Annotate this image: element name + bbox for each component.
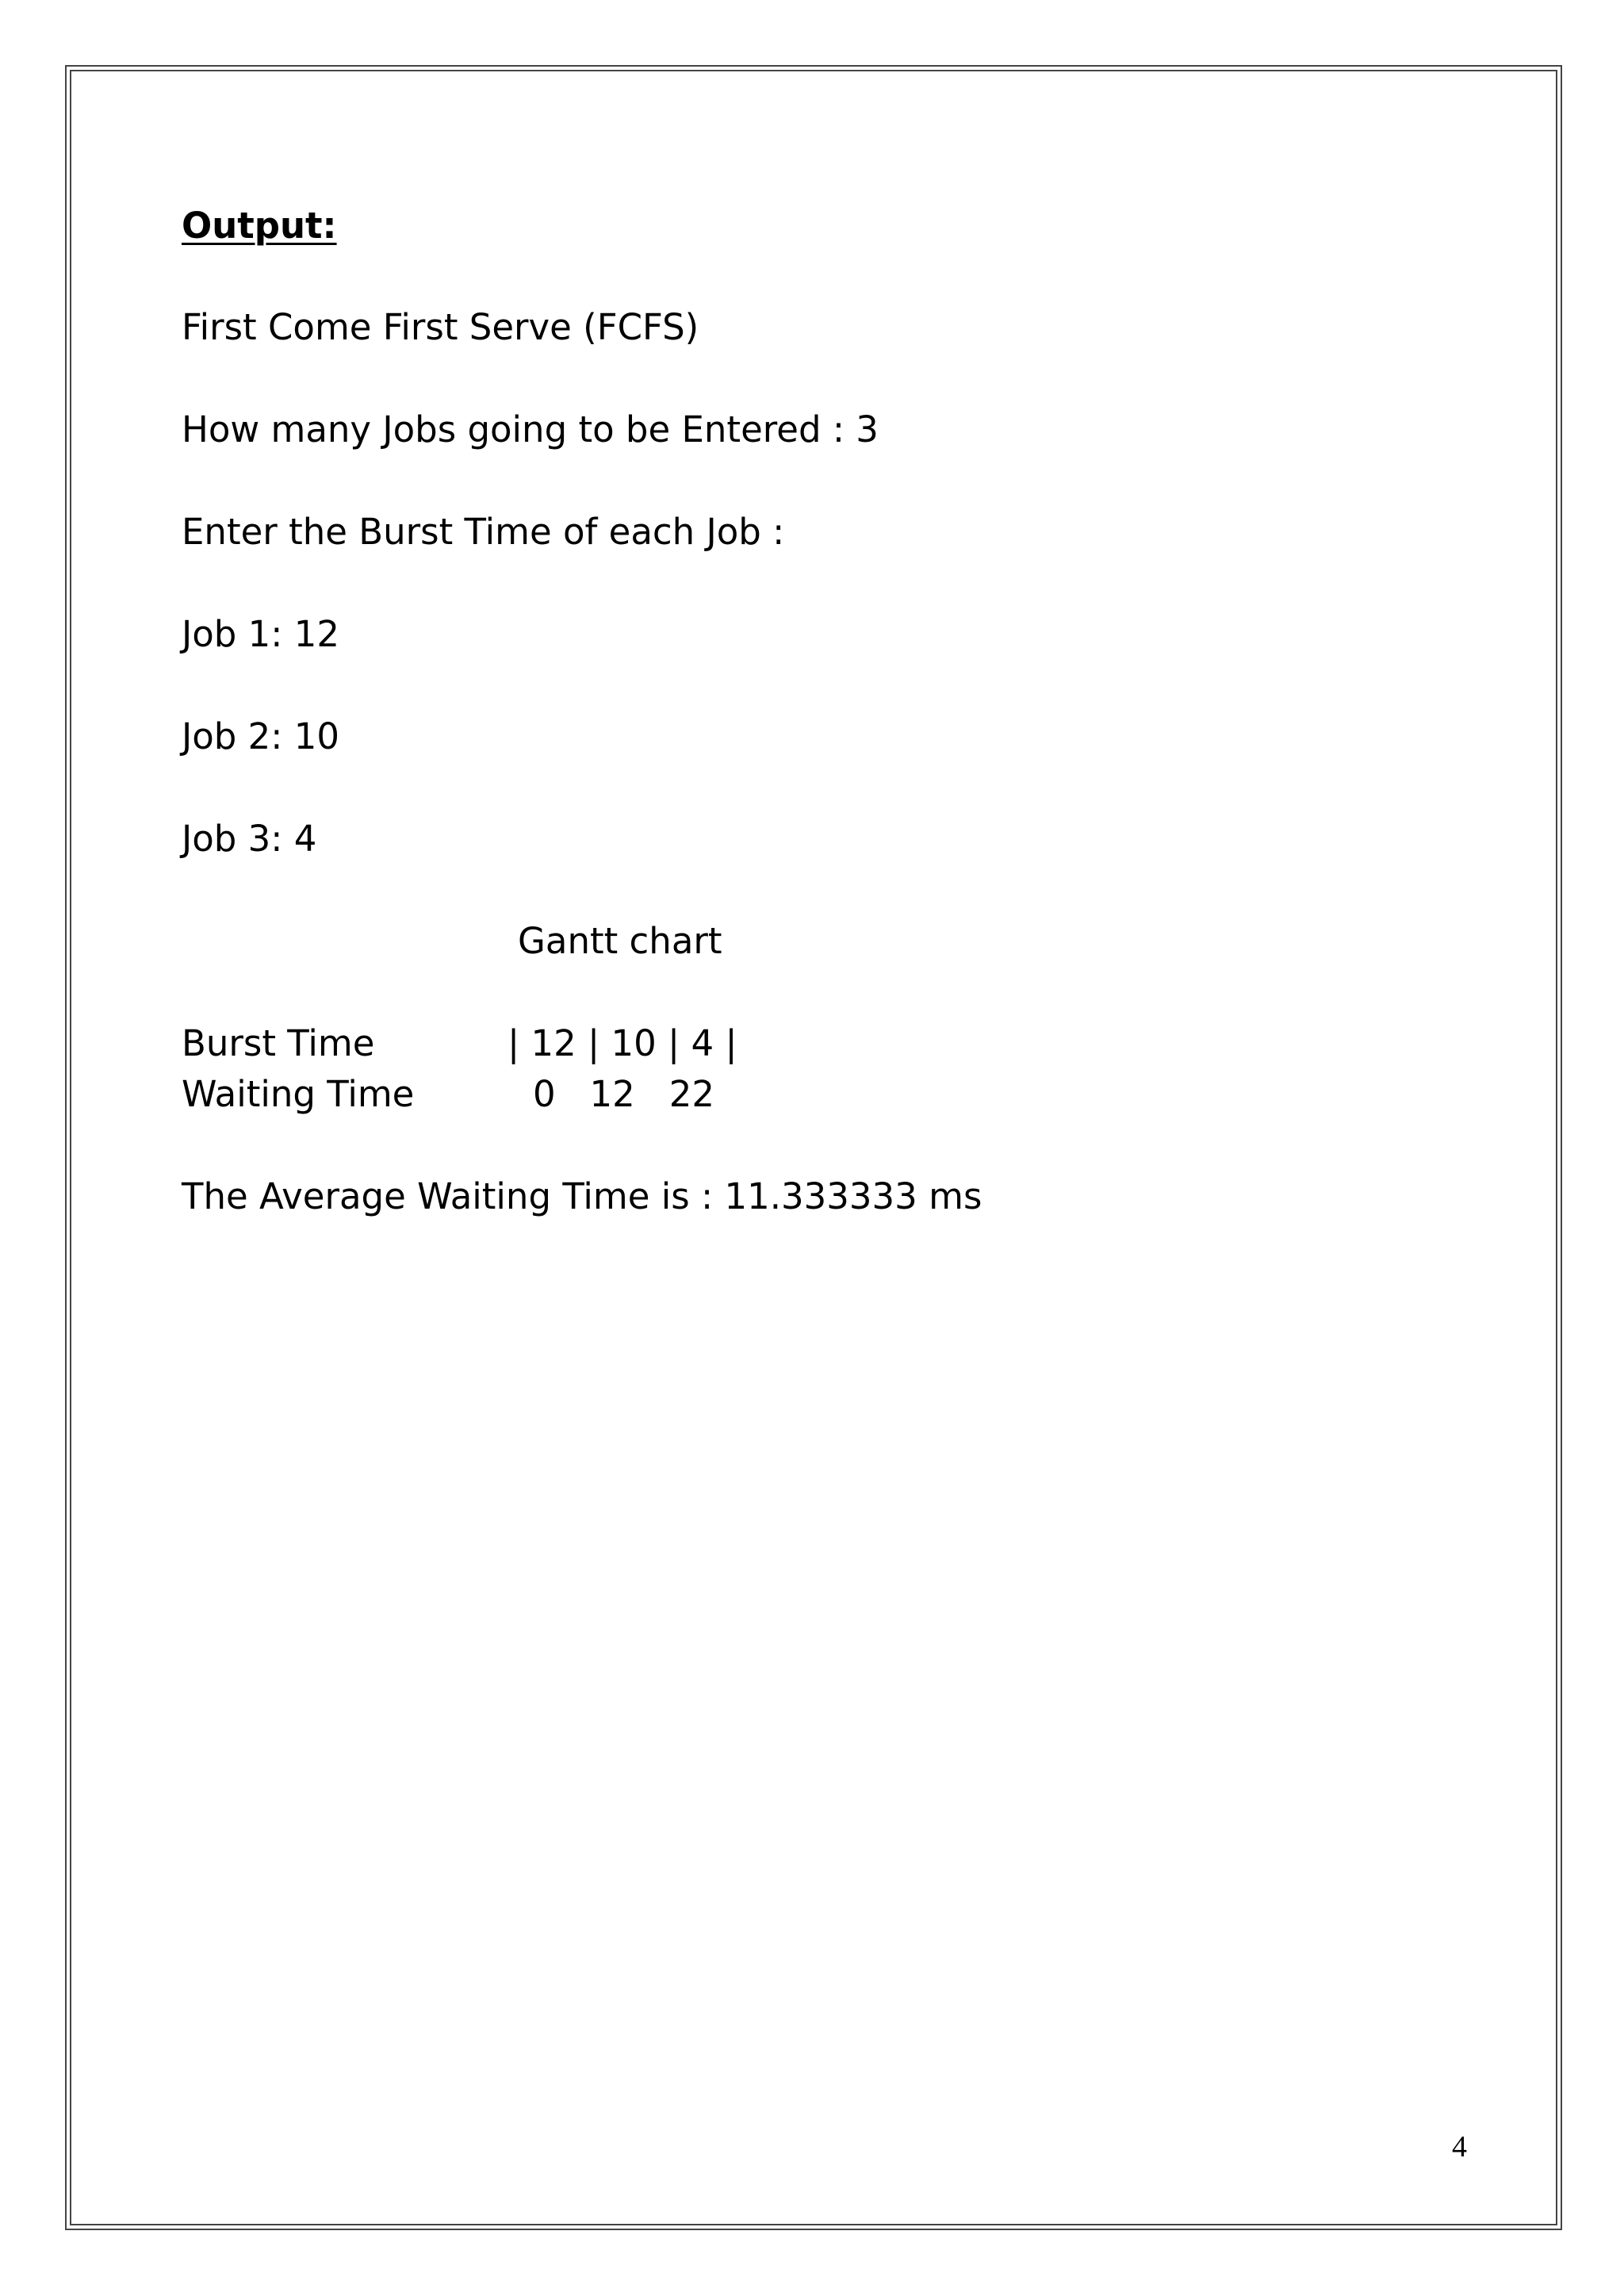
page-number: 4	[1452, 2130, 1467, 2164]
burst-time-values: | 12 | 10 | 4 |	[508, 1022, 737, 1064]
output-heading: Output:	[182, 205, 337, 247]
waiting-time-values: 0 12 22	[533, 1073, 714, 1115]
program-title: First Come First Serve (FCFS)	[182, 306, 699, 348]
gantt-chart-title: Gantt chart	[518, 920, 722, 962]
burst-time-label: Burst Time	[182, 1022, 375, 1064]
jobs-count-prompt: How many Jobs going to be Entered : 3	[182, 408, 879, 450]
job-entry: Job 3: 4	[182, 818, 317, 860]
job-entry: Job 1: 12	[182, 613, 340, 655]
waiting-time-label: Waiting Time	[182, 1073, 415, 1115]
average-waiting-time: The Average Waiting Time is : 11.333333 ms	[182, 1175, 982, 1217]
burst-time-prompt: Enter the Burst Time of each Job :	[182, 511, 785, 553]
page-border-inner	[70, 70, 1557, 2225]
job-entry: Job 2: 10	[182, 715, 340, 757]
